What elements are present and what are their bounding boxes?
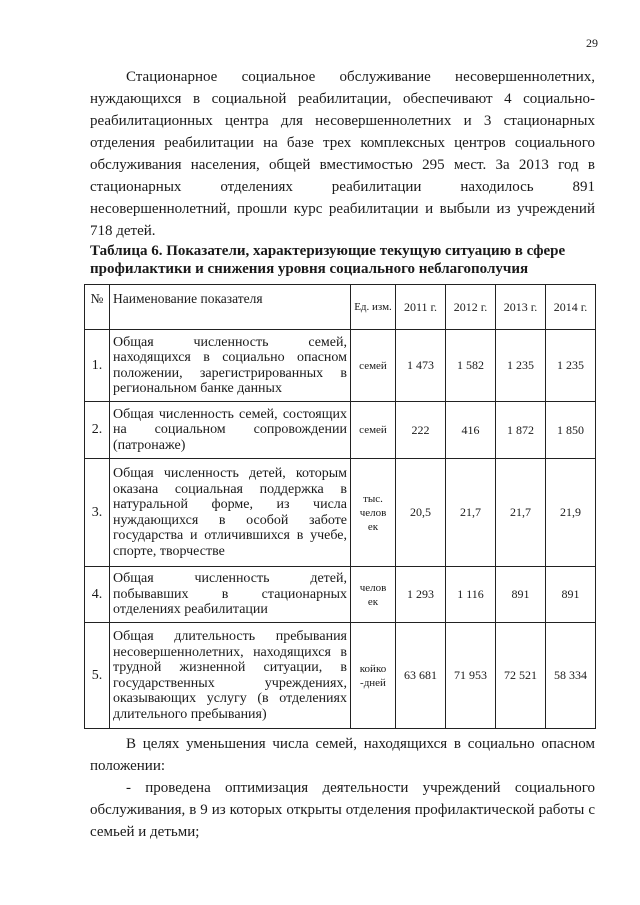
row-name: Общая численность семей, состоящих на социальном сопровождении (патронаже): [110, 402, 351, 459]
paragraph-measure-item-text: - проведена оптимизация деятельности учреждений социального обслуживания, в 9 из которых открыты отделения профилактической работы с семьей и детьми;: [90, 780, 595, 840]
paragraph-intro: [90, 66, 595, 242]
row-value-2014: 58 334: [546, 623, 596, 729]
header-num: №: [85, 285, 110, 330]
header-2014: 2014 г.: [546, 285, 596, 330]
row-value-2014: 891: [546, 567, 596, 623]
row-value-2011: 1 473: [396, 330, 446, 402]
paragraph-measure-item: [90, 777, 595, 843]
page-number: 29: [586, 36, 598, 50]
row-num: 3.: [85, 459, 110, 567]
row-name: Общая численность детей, побывавших в стационарных отделениях реабилитации: [110, 567, 351, 623]
row-value-2013: 1 872: [496, 402, 546, 459]
row-name: Общая численность детей, которым оказана социальная поддержка в натуральной форме, из числа нуждающихся в особой заботе государства и отличившихся в учебе, спорте, творчестве: [110, 459, 351, 567]
header-name: Наименование показателя: [110, 285, 351, 330]
row-value-2013: 21,7: [496, 459, 546, 567]
row-value-2011: 1 293: [396, 567, 446, 623]
table-row: [85, 567, 596, 623]
table-row: [85, 402, 596, 459]
row-value-2013: 1 235: [496, 330, 546, 402]
row-num: 4.: [85, 567, 110, 623]
row-unit: койко -дней: [351, 623, 396, 729]
table-title: Таблица 6. Показатели, характеризующие текущую ситуацию в сфере профилактики и снижения уровня социального неблагополучия: [90, 243, 566, 277]
table-row: [85, 330, 596, 402]
header-unit: Ед. изм.: [351, 285, 396, 330]
header-2013: 2013 г.: [496, 285, 546, 330]
paragraph-measures-intro: [90, 733, 595, 777]
row-num: 5.: [85, 623, 110, 729]
row-value-2013: 891: [496, 567, 546, 623]
row-unit: семей: [351, 330, 396, 402]
table-row: [85, 459, 596, 567]
table-row: [85, 623, 596, 729]
row-name: Общая длительность пребывания несовершеннолетних, находящихся в трудной жизненной ситуации, в государственных учреждениях, оказывающих услугу (в отделениях длительного пребывания): [110, 623, 351, 729]
row-num: 1.: [85, 330, 110, 402]
row-value-2012: 21,7: [446, 459, 496, 567]
row-unit: семей: [351, 402, 396, 459]
row-value-2013: 72 521: [496, 623, 546, 729]
row-unit: тыс. челов ек: [351, 459, 396, 567]
indicators-table: [84, 284, 596, 729]
table-header-row: [85, 285, 596, 330]
row-name: Общая численность семей, находящихся в социально опасном положении, зарегистрированных в региональном банке данных: [110, 330, 351, 402]
paragraph-intro-text: Стационарное социальное обслуживание несовершеннолетних, нуждающихся в социальной реабилитации, обеспечивают 4 социально-реабилитационных центра для несовершеннолетних и 3 стационарных отделения реабилитации на базе трех комплексных центров социального обслуживания населения, общей вместимостью 295 мест. За 2013 год в стационарных отделениях реабилитации находилось 891 несовершеннолетний, прошли курс реабилитации и выбыли из учреждений 718 детей.: [90, 69, 595, 239]
row-value-2012: 71 953: [446, 623, 496, 729]
row-value-2014: 21,9: [546, 459, 596, 567]
row-value-2014: 1 850: [546, 402, 596, 459]
paragraph-measures-intro-text: В целях уменьшения числа семей, находящихся в социально опасном положении:: [90, 736, 595, 774]
row-value-2012: 1 582: [446, 330, 496, 402]
row-unit: челов ек: [351, 567, 396, 623]
row-num: 2.: [85, 402, 110, 459]
row-value-2014: 1 235: [546, 330, 596, 402]
row-value-2012: 1 116: [446, 567, 496, 623]
header-2011: 2011 г.: [396, 285, 446, 330]
header-2012: 2012 г.: [446, 285, 496, 330]
row-value-2012: 416: [446, 402, 496, 459]
row-value-2011: 63 681: [396, 623, 446, 729]
row-value-2011: 222: [396, 402, 446, 459]
row-value-2011: 20,5: [396, 459, 446, 567]
